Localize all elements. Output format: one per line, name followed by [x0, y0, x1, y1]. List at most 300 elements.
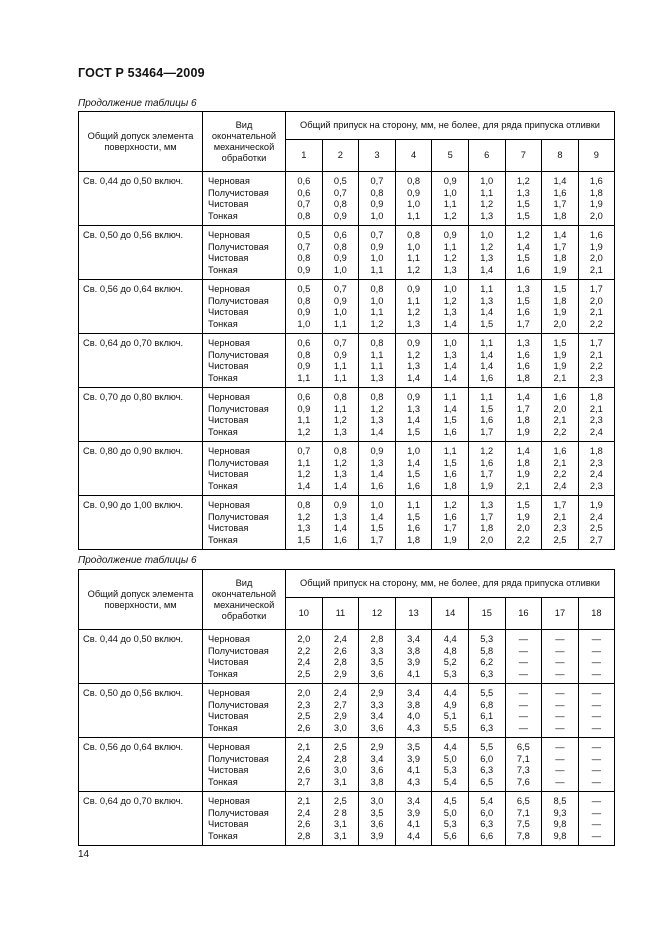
allowance-value: 1,1	[443, 392, 457, 402]
value-cell	[505, 496, 542, 550]
machining-type: Тонкая	[208, 372, 238, 383]
allowance-value: 2,6	[297, 819, 311, 829]
allowance-value: —	[591, 819, 602, 829]
machining-type: Чистовая	[208, 199, 249, 209]
allowance-value: 5,5	[480, 688, 494, 698]
allowance-value: —	[555, 776, 565, 787]
allowance-value: 0,7	[370, 230, 384, 240]
value-cell	[286, 334, 323, 388]
allowance-value: 1,4	[443, 403, 457, 414]
value-cell	[578, 388, 614, 442]
allowance-value: 6,3	[480, 668, 494, 679]
allowance-value: 2,3	[589, 415, 603, 425]
machining-type: Тонкая	[208, 534, 238, 545]
allowance-value: —	[591, 776, 602, 787]
value-cell	[432, 226, 469, 280]
allowance-value: —	[591, 699, 602, 710]
allowance-value: 1,5	[297, 534, 311, 545]
allowance-value: 1,8	[443, 480, 457, 491]
allowance-value: 5,6	[443, 830, 457, 841]
allowance-value: 1,2	[297, 469, 311, 479]
allowance-value: 2,0	[553, 403, 567, 414]
allowance-value: 0,9	[333, 295, 347, 306]
allowance-value: 1,7	[480, 469, 494, 479]
allowance-value: 1,2	[443, 500, 457, 510]
allowance-value: 1,4	[407, 372, 421, 383]
allowance-value: 1,2	[480, 241, 494, 252]
allowance-value: 1,5	[553, 284, 567, 294]
table-row	[79, 496, 615, 550]
table-row	[79, 226, 615, 280]
value-cell	[322, 334, 359, 388]
allowance-value: 2,5	[333, 742, 347, 752]
allowance-value: 2,5	[553, 534, 567, 545]
allowance-value: 1,4	[370, 426, 384, 437]
allowance-value: 0,8	[297, 349, 311, 360]
allowance-value: —	[591, 634, 602, 644]
machining-type: Тонкая	[208, 722, 238, 733]
tolerance-cell: Св. 0,64 до 0,70 включ.	[79, 334, 203, 388]
table-row	[79, 388, 615, 442]
allowance-value: 3,4	[370, 711, 384, 721]
machining-type-cell	[203, 738, 286, 792]
document-header: ГОСТ Р 53464—2009	[78, 66, 205, 80]
machining-type: Черновая	[208, 176, 250, 186]
allowance-value: 1,0	[443, 338, 457, 348]
machining-type: Тонкая	[208, 426, 238, 437]
allowance-value: 1,3	[407, 403, 421, 414]
value-cell	[505, 792, 542, 846]
allowance-value: 1,6	[443, 426, 457, 437]
allowance-value: 1,7	[443, 523, 457, 533]
allowance-value: 1,3	[407, 361, 421, 371]
allowance-value: 0,5	[297, 284, 311, 294]
ryad-number: 12	[359, 598, 396, 630]
allowance-value: 6,0	[480, 807, 494, 818]
allowance-value: 1,3	[480, 500, 494, 510]
value-cell	[542, 738, 579, 792]
machining-type: Получистовая	[208, 187, 269, 198]
allowance-value: 1,1	[370, 307, 384, 317]
allowance-value: 0,7	[297, 241, 311, 252]
allowance-value: 6,5	[516, 742, 530, 752]
allowance-value: 1,5	[553, 338, 567, 348]
value-cell	[542, 496, 579, 550]
allowance-value: 0,9	[297, 403, 311, 414]
machining-type: Получистовая	[208, 807, 269, 818]
allowance-value: 0,5	[297, 230, 311, 240]
value-cell	[322, 226, 359, 280]
allowance-value: 1,3	[370, 372, 384, 383]
allowance-value: 0,9	[333, 349, 347, 360]
allowance-value: 1,4	[553, 230, 567, 240]
allowance-value: 2,4	[297, 753, 311, 764]
value-cell	[542, 630, 579, 684]
allowance-value: 1,2	[297, 426, 311, 437]
allowance-value: 1,3	[297, 523, 311, 533]
value-cell	[395, 442, 432, 496]
allowance-value: 1,5	[480, 318, 494, 329]
value-cell	[505, 630, 542, 684]
allowance-value: 1,6	[443, 511, 457, 522]
allowance-value: 2,4	[297, 657, 311, 667]
allowance-value: 1,4	[407, 457, 421, 468]
allowance-value: 0,7	[297, 199, 311, 209]
allowance-value: 1,1	[407, 295, 421, 306]
value-cell	[286, 496, 323, 550]
allowance-value: 2,4	[553, 480, 567, 491]
allowance-value: 3,6	[370, 668, 384, 679]
machining-type: Чистовая	[208, 307, 249, 317]
allowance-value: 4,4	[443, 634, 457, 644]
allowance-value: 3,4	[407, 796, 421, 806]
allowance-value: 0,9	[407, 392, 421, 402]
allowance-value: —	[555, 688, 565, 698]
allowance-value: 2,1	[297, 796, 311, 806]
page-number: 14	[78, 849, 90, 860]
value-cell	[468, 792, 505, 846]
value-cell	[322, 172, 359, 226]
allowance-value: 1,3	[443, 307, 457, 317]
allowance-value: 1,7	[516, 403, 530, 414]
allowance-value: 1,2	[516, 230, 530, 240]
value-cell	[432, 630, 469, 684]
ryad-number: 9	[578, 140, 614, 172]
value-cell	[322, 630, 359, 684]
ryad-number: 6	[468, 140, 505, 172]
ryad-number: 8	[542, 140, 579, 172]
allowance-value: 1,2	[333, 415, 347, 425]
allowance-value: 1,9	[589, 241, 603, 252]
allowance-value: 2,5	[333, 796, 347, 806]
machining-type-cell	[203, 792, 286, 846]
allowance-value: 1,1	[370, 264, 384, 275]
allowance-table-2	[78, 569, 615, 846]
value-cell	[395, 684, 432, 738]
allowance-value: 1,8	[553, 210, 567, 221]
allowance-value: 7,5	[516, 819, 530, 829]
allowance-value: —	[591, 668, 602, 679]
allowance-value: 1,0	[407, 199, 421, 209]
machining-type: Черновая	[208, 392, 250, 402]
allowance-value: 0,9	[443, 230, 457, 240]
allowance-value: —	[591, 688, 602, 698]
allowance-value: 4,4	[407, 830, 421, 841]
allowance-value: 0,8	[297, 500, 311, 510]
allowance-value: 1,2	[443, 253, 457, 263]
allowance-value: 1,4	[333, 523, 347, 533]
allowance-value: 2,7	[333, 699, 347, 710]
allowance-value: —	[555, 722, 565, 733]
allowance-value: 1,1	[333, 361, 347, 371]
allowance-value: —	[555, 765, 565, 775]
allowance-value: 1,3	[516, 338, 530, 348]
value-cell	[468, 334, 505, 388]
allowance-value: 5,3	[480, 634, 494, 644]
value-cell	[432, 280, 469, 334]
value-cell	[359, 684, 396, 738]
allowance-value: 2,7	[297, 776, 311, 787]
value-cell	[578, 442, 614, 496]
allowance-value: 1,8	[553, 295, 567, 306]
allowance-value: 1,5	[516, 253, 530, 263]
machining-type: Получистовая	[208, 699, 269, 710]
allowance-value: 1,0	[333, 264, 347, 275]
allowance-value: 1,7	[589, 338, 603, 348]
value-cell	[505, 388, 542, 442]
allowance-value: 2,5	[297, 668, 311, 679]
allowance-value: 1,0	[443, 284, 457, 294]
allowance-value: 2,3	[589, 480, 603, 491]
allowance-value: 0,9	[297, 307, 311, 317]
allowance-value: 1,4	[443, 318, 457, 329]
allowance-value: 1,2	[370, 318, 384, 329]
allowance-value: 2,2	[589, 318, 603, 329]
allowance-value: —	[518, 688, 528, 698]
allowance-value: 1,6	[370, 480, 384, 491]
tolerance-cell: Св. 0,44 до 0,50 включ.	[79, 172, 203, 226]
allowance-value: 1,4	[516, 241, 530, 252]
allowance-value: —	[591, 753, 602, 764]
allowance-value: 2,1	[516, 480, 530, 491]
value-cell	[432, 792, 469, 846]
allowance-value: 2,3	[589, 457, 603, 468]
machining-type: Получистовая	[208, 645, 269, 656]
allowance-value: —	[518, 645, 528, 656]
allowance-value: 2,6	[297, 722, 311, 733]
allowance-value: 1,7	[516, 318, 530, 329]
allowance-value: 0,6	[297, 187, 311, 198]
allowance-value: —	[591, 722, 602, 733]
allowance-value: 2,1	[553, 372, 567, 383]
value-cell	[542, 226, 579, 280]
allowance-value: 0,9	[297, 361, 311, 371]
tolerance-cell: Св. 0,64 до 0,70 включ.	[79, 792, 203, 846]
value-cell	[286, 738, 323, 792]
allowance-value: 1,3	[407, 318, 421, 329]
allowance-value: 0,9	[407, 338, 421, 348]
allowance-value: —	[555, 634, 565, 644]
allowance-value: 3,8	[407, 699, 421, 710]
allowance-value: 5,1	[443, 711, 457, 721]
allowance-value: 1,6	[333, 534, 347, 545]
table-row	[79, 280, 615, 334]
allowance-value: 1,3	[480, 295, 494, 306]
allowance-value: 1,4	[370, 469, 384, 479]
allowance-value: 2,0	[589, 295, 603, 306]
value-cell	[468, 738, 505, 792]
allowance-value: 6,6	[480, 830, 494, 841]
allowance-value: 3,1	[333, 819, 347, 829]
allowance-value: 2,1	[297, 742, 311, 752]
value-cell	[432, 738, 469, 792]
allowance-value: —	[518, 668, 528, 679]
table-row	[79, 738, 615, 792]
allowance-value: 1,4	[480, 264, 494, 275]
allowance-value: 1,2	[443, 295, 457, 306]
allowance-value: 2,3	[589, 372, 603, 383]
allowance-value: 0,7	[370, 176, 384, 186]
allowance-value: 1,5	[443, 415, 457, 425]
allowance-value: 4,9	[443, 699, 457, 710]
allowance-value: 3,9	[407, 753, 421, 764]
machining-type: Чистовая	[208, 469, 249, 479]
value-cell	[505, 442, 542, 496]
allowance-value: 1,6	[516, 349, 530, 360]
allowance-value: 2,2	[589, 361, 603, 371]
value-cell	[432, 334, 469, 388]
allowance-value: 3,6	[370, 819, 384, 829]
machining-type: Чистовая	[208, 819, 249, 829]
allowance-value: 1,1	[407, 210, 421, 221]
value-cell	[322, 684, 359, 738]
allowance-value: 1,0	[370, 295, 384, 306]
allowance-value: 2,6	[333, 645, 347, 656]
allowance-value: 1,7	[553, 241, 567, 252]
allowance-value: —	[591, 807, 602, 818]
allowance-value: 2,4	[589, 426, 603, 437]
allowance-value: 4,0	[407, 711, 421, 721]
allowance-value: 3,5	[370, 807, 384, 818]
ryad-number: 17	[542, 598, 579, 630]
allowance-value: 7,3	[516, 765, 530, 775]
allowance-value: 0,8	[333, 241, 347, 252]
allowance-value: 8,5	[553, 796, 567, 806]
allowance-value: 5,5	[443, 722, 457, 733]
allowance-value: 3,6	[370, 765, 384, 775]
allowance-value: 4,1	[407, 819, 421, 829]
value-cell	[395, 630, 432, 684]
ryad-number: 18	[578, 598, 614, 630]
allowance-value: 1,7	[553, 500, 567, 510]
allowance-value: 1,9	[553, 264, 567, 275]
allowance-value: 5,0	[443, 807, 457, 818]
allowance-value: 0,8	[333, 199, 347, 209]
allowance-value: 0,7	[333, 284, 347, 294]
allowance-value: 5,5	[480, 742, 494, 752]
allowance-value: 1,1	[370, 349, 384, 360]
allowance-value: 9,8	[553, 830, 567, 841]
value-cell	[286, 226, 323, 280]
allowance-value: 1,5	[407, 469, 421, 479]
machining-type-cell	[203, 172, 286, 226]
ryad-number: 4	[395, 140, 432, 172]
value-cell	[286, 172, 323, 226]
allowance-value: —	[591, 742, 602, 752]
allowance-value: —	[555, 711, 565, 721]
allowance-value: 5,0	[443, 753, 457, 764]
machining-type: Чистовая	[208, 361, 249, 371]
allowance-value: 1,4	[370, 511, 384, 522]
allowance-value: 5,8	[480, 645, 494, 656]
value-cell	[578, 684, 614, 738]
machining-type: Черновая	[208, 338, 250, 348]
value-cell	[395, 280, 432, 334]
header-allowance: Общий припуск на сторону, мм, не более, для ряда припуска отливки	[286, 570, 615, 598]
machining-type: Тонкая	[208, 210, 238, 221]
allowance-value: —	[555, 645, 565, 656]
allowance-value: 0,5	[333, 176, 347, 186]
value-cell	[359, 172, 396, 226]
machining-type-cell	[203, 684, 286, 738]
allowance-value: 1,5	[443, 457, 457, 468]
table-caption: Продолжение таблицы 6	[78, 555, 197, 566]
machining-type: Черновая	[208, 688, 250, 698]
value-cell	[505, 738, 542, 792]
allowance-value: 0,9	[370, 446, 384, 456]
allowance-value: 1,3	[480, 253, 494, 263]
allowance-value: 1,0	[480, 176, 494, 186]
value-cell	[468, 280, 505, 334]
allowance-value: —	[555, 668, 565, 679]
allowance-value: 1,1	[480, 284, 494, 294]
allowance-value: 1,6	[589, 230, 603, 240]
ryad-number: 14	[432, 598, 469, 630]
value-cell	[542, 172, 579, 226]
allowance-value: 2,1	[589, 349, 603, 360]
table-caption: Продолжение таблицы 6	[78, 98, 197, 109]
allowance-value: 1,8	[516, 372, 530, 383]
allowance-value: 2,1	[589, 264, 603, 275]
allowance-value: 1,0	[407, 446, 421, 456]
allowance-value: 2,8	[333, 753, 347, 764]
allowance-value: 2,8	[297, 830, 311, 841]
value-cell	[322, 388, 359, 442]
allowance-value: 2,4	[297, 807, 311, 818]
allowance-value: 0,8	[370, 187, 384, 198]
allowance-value: 0,6	[297, 392, 311, 402]
allowance-value: 2,0	[480, 534, 494, 545]
allowance-value: 3,0	[333, 765, 347, 775]
value-cell	[468, 684, 505, 738]
allowance-value: 4,3	[407, 722, 421, 733]
ryad-number: 2	[322, 140, 359, 172]
allowance-value: 1,4	[297, 480, 311, 491]
allowance-value: 7,1	[516, 807, 530, 818]
tolerance-cell: Св. 0,70 до 0,80 включ.	[79, 388, 203, 442]
allowance-value: 0,9	[333, 500, 347, 510]
value-cell	[542, 388, 579, 442]
allowance-value: 1,1	[333, 372, 347, 383]
allowance-value: 1,7	[370, 534, 384, 545]
allowance-value: 1,8	[516, 457, 530, 468]
allowance-value: 1,1	[480, 338, 494, 348]
allowance-value: 1,6	[407, 523, 421, 533]
allowance-value: 5,2	[443, 657, 457, 667]
value-cell	[395, 496, 432, 550]
allowance-value: 2,0	[297, 634, 311, 644]
tolerance-cell: Св. 0,50 до 0,56 включ.	[79, 684, 203, 738]
allowance-value: 3,1	[333, 830, 347, 841]
allowance-value: 1,2	[370, 403, 384, 414]
allowance-value: 1,9	[589, 500, 603, 510]
allowance-value: 6,3	[480, 765, 494, 775]
value-cell	[542, 684, 579, 738]
value-cell	[542, 792, 579, 846]
allowance-value: 1,1	[407, 500, 421, 510]
allowance-value: 0,8	[297, 253, 311, 263]
table-row	[79, 172, 615, 226]
allowance-value: 1,6	[407, 480, 421, 491]
allowance-value: 1,3	[516, 284, 530, 294]
allowance-value: 1,5	[516, 295, 530, 306]
allowance-value: 3,5	[407, 742, 421, 752]
allowance-value: 1,2	[333, 457, 347, 468]
allowance-value: 1,1	[297, 415, 311, 425]
value-cell	[359, 280, 396, 334]
tolerance-cell: Св. 0,80 до 0,90 включ.	[79, 442, 203, 496]
value-cell	[359, 496, 396, 550]
